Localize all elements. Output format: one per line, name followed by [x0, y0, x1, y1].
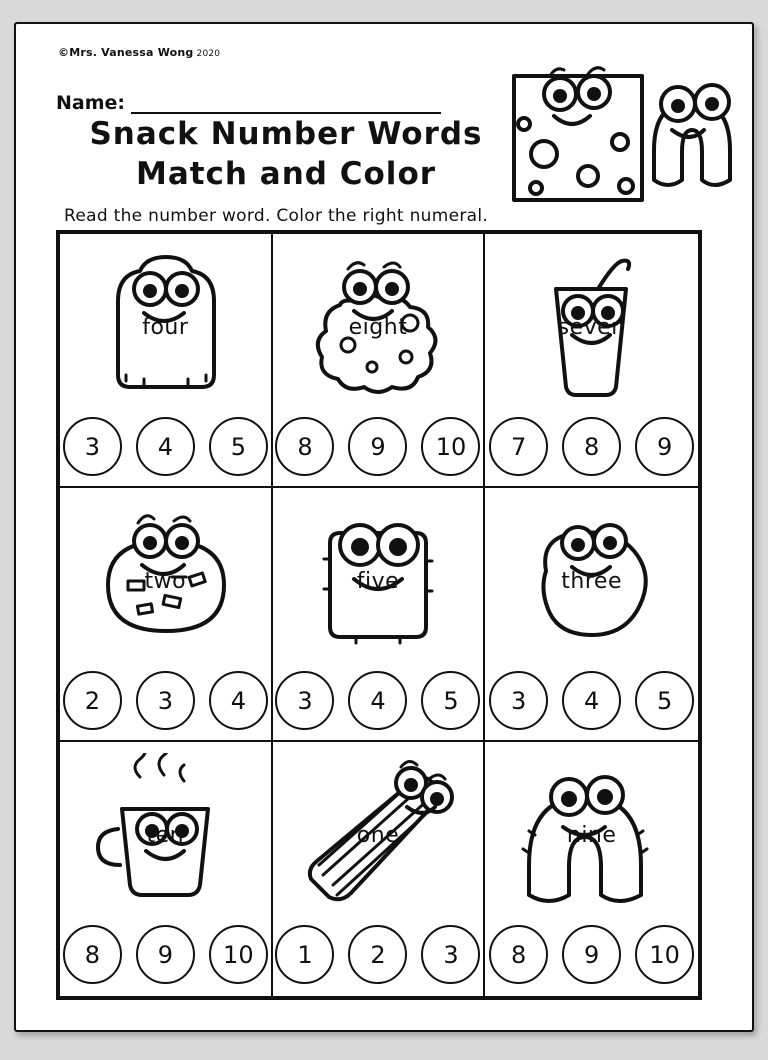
problem-cell — [485, 742, 698, 996]
problem-cell — [273, 488, 486, 742]
numeral-option[interactable]: 3 — [421, 925, 480, 984]
snack-art — [492, 494, 692, 669]
page-title — [46, 116, 526, 194]
numeral-option[interactable]: 9 — [635, 417, 694, 476]
numeral-option[interactable]: 8 — [489, 925, 548, 984]
numeral-option[interactable]: 7 — [489, 417, 548, 476]
numeral-option[interactable]: 5 — [635, 671, 694, 730]
numeral-option[interactable]: 4 — [348, 671, 407, 730]
popcorn-icon — [290, 245, 465, 410]
problem-cell — [60, 488, 273, 742]
name-label: Name: — [56, 92, 126, 114]
numeral-option[interactable]: 4 — [562, 671, 621, 730]
hot-cocoa-mug-icon — [78, 753, 253, 918]
snack-art — [492, 748, 692, 923]
numeral-option[interactable]: 8 — [275, 417, 334, 476]
numeral-option[interactable]: 3 — [489, 671, 548, 730]
drink-cup-icon — [504, 245, 679, 410]
snack-art — [278, 494, 478, 669]
numeral-option[interactable]: 5 — [421, 671, 480, 730]
numeral-option[interactable]: 3 — [275, 671, 334, 730]
numeral-option[interactable]: 10 — [421, 417, 480, 476]
numeral-options — [489, 925, 694, 984]
numeral-option[interactable]: 4 — [136, 417, 195, 476]
number-word: three — [561, 569, 622, 594]
problem-cell — [485, 234, 698, 488]
header-decoration — [502, 54, 740, 219]
numeral-options — [275, 671, 480, 730]
problem-cell — [485, 488, 698, 742]
snack-art — [65, 240, 265, 415]
macaroni-icon — [499, 753, 684, 918]
numeral-options — [489, 671, 694, 730]
numeral-options — [275, 925, 480, 984]
title-line-2: Match and Color — [135, 155, 437, 192]
name-field-row — [56, 92, 441, 114]
numeral-option[interactable]: 3 — [136, 671, 195, 730]
numeral-option[interactable]: 2 — [348, 925, 407, 984]
cheese-wedge-icon — [514, 68, 642, 200]
title-line-1: Snack Number Words — [89, 116, 483, 152]
snack-art — [278, 240, 478, 415]
chip-icon — [504, 499, 679, 664]
numeral-option[interactable]: 5 — [209, 417, 268, 476]
number-word: nine — [566, 823, 617, 848]
problem-cell — [60, 234, 273, 488]
snack-art — [278, 748, 478, 923]
numeral-option[interactable]: 8 — [63, 925, 122, 984]
problem-cell — [273, 742, 486, 996]
numeral-options — [63, 925, 268, 984]
problem-cell — [273, 234, 486, 488]
name-input-line[interactable] — [131, 92, 441, 114]
numeral-option[interactable]: 2 — [63, 671, 122, 730]
copyright-year: 2020 — [196, 49, 221, 59]
numeral-options — [63, 417, 268, 476]
instructions-text: Read the number word. Color the right numeral. — [64, 206, 489, 226]
number-word: four — [142, 315, 189, 340]
numeral-option[interactable]: 10 — [635, 925, 694, 984]
macaroni-icon — [654, 85, 730, 185]
numeral-option[interactable]: 3 — [63, 417, 122, 476]
number-word: two — [144, 569, 187, 594]
number-word: ten — [146, 823, 185, 848]
numeral-option[interactable]: 1 — [275, 925, 334, 984]
cookie-icon — [78, 499, 253, 664]
numeral-option[interactable]: 4 — [209, 671, 268, 730]
problem-grid — [56, 230, 702, 1000]
cracker-icon — [290, 499, 465, 664]
numeral-option[interactable]: 9 — [562, 925, 621, 984]
numeral-option[interactable]: 9 — [136, 925, 195, 984]
number-word: one — [356, 823, 400, 848]
numeral-options — [63, 671, 268, 730]
bacon-strip-icon — [285, 753, 470, 918]
numeral-option[interactable]: 9 — [348, 417, 407, 476]
problem-cell — [60, 742, 273, 996]
bread-slice-icon — [78, 245, 253, 410]
worksheet-page — [14, 22, 754, 1032]
numeral-option[interactable]: 10 — [209, 925, 268, 984]
copyright-notice — [58, 46, 220, 59]
number-word: five — [356, 569, 400, 594]
number-word: eight — [348, 315, 408, 340]
snack-art — [65, 748, 265, 923]
copyright-text: ©Mrs. Vanessa Wong — [58, 46, 194, 59]
numeral-options — [275, 417, 480, 476]
number-word: seven — [557, 315, 626, 340]
snack-art — [65, 494, 265, 669]
numeral-option[interactable]: 8 — [562, 417, 621, 476]
snack-art — [492, 240, 692, 415]
numeral-options — [489, 417, 694, 476]
